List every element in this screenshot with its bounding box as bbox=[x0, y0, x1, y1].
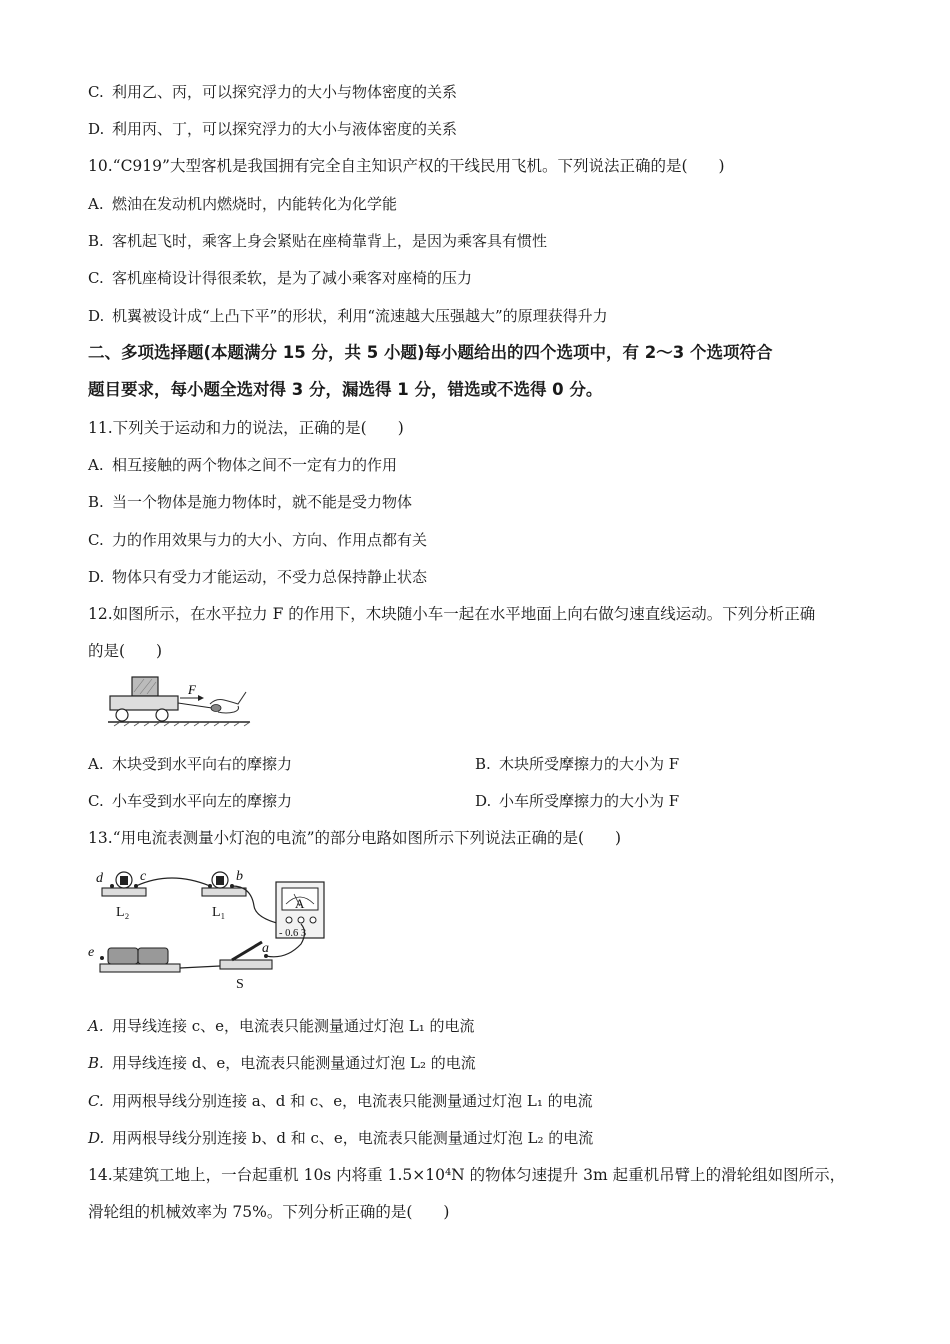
q11-option-c bbox=[88, 530, 427, 550]
option-letter: B. bbox=[88, 493, 104, 511]
option-text: 相互接触的两个物体之间不一定有力的作用 bbox=[112, 456, 398, 474]
option-letter: B. bbox=[88, 1054, 104, 1072]
q10-stem: 10.“C919”大型客机是我国拥有完全自主知识产权的干线民用飞机。下列说法正确的是( ) bbox=[88, 157, 725, 175]
ammeter-terminal-3 bbox=[310, 917, 316, 923]
q10-option-d bbox=[88, 306, 608, 326]
option-text: 木块受到水平向右的摩擦力 bbox=[112, 755, 293, 773]
option-text: 用导线连接 d、e，电流表只能测量通过灯泡 L₂ 的电流 bbox=[112, 1054, 476, 1072]
q12-stem-line1: 12.如图所示，在水平拉力 F 的作用下，木块随小车一起在水平地面上向右做匀速直线运动。下列分析正确 bbox=[88, 605, 816, 623]
cart-pull-figure bbox=[100, 670, 260, 732]
bulb-l2-filament bbox=[120, 876, 128, 885]
q12-option-d bbox=[475, 791, 679, 811]
option-text: 燃油在发动机内燃烧时，内能转化为化学能 bbox=[112, 195, 398, 213]
terminal-d bbox=[110, 884, 114, 888]
q11-option-a bbox=[88, 455, 397, 475]
option-letter: C. bbox=[88, 531, 104, 549]
lamp-base-l2 bbox=[102, 888, 146, 896]
option-letter: A. bbox=[88, 456, 104, 474]
cart-body bbox=[110, 696, 178, 710]
circuit-figure bbox=[86, 860, 336, 998]
q13-stem: 13.“用电流表测量小灯泡的电流”的部分电路如图所示下列说法正确的是( ) bbox=[88, 829, 622, 847]
q13-option-d bbox=[88, 1128, 593, 1148]
q14-stem-line2: 滑轮组的机械效率为 75%。下列分析正确的是( ) bbox=[88, 1203, 450, 1221]
option-letter: A. bbox=[88, 195, 104, 213]
lamp-base-l1 bbox=[202, 888, 246, 896]
ammeter-terminal-06 bbox=[298, 917, 304, 923]
option-letter: B. bbox=[88, 232, 104, 250]
option-letter: A. bbox=[88, 755, 104, 773]
option-letter: D. bbox=[88, 120, 105, 138]
option-text: 当一个物体是施力物体时，就不能是受力物体 bbox=[112, 493, 413, 511]
q12-option-a bbox=[88, 754, 292, 774]
q9-option-d bbox=[88, 119, 457, 139]
option-letter: D. bbox=[475, 792, 492, 810]
option-text: 物体只有受力才能运动，不受力总保持静止状态 bbox=[112, 568, 428, 586]
force-arrowhead bbox=[198, 695, 204, 701]
ammeter-terminal-neg bbox=[286, 917, 292, 923]
cart-wheel bbox=[156, 709, 168, 721]
option-letter: D. bbox=[88, 568, 105, 586]
cart-wheel bbox=[116, 709, 128, 721]
q11-option-d bbox=[88, 567, 427, 587]
label-a: a bbox=[262, 941, 269, 956]
wood-block bbox=[132, 677, 158, 696]
battery-cell bbox=[138, 948, 168, 964]
pull-string bbox=[178, 703, 212, 708]
label-l1: L₁ bbox=[212, 905, 226, 920]
q11-stem: 11.下列关于运动和力的说法，正确的是( ) bbox=[88, 419, 404, 437]
ammeter-symbol: A bbox=[295, 896, 305, 911]
option-letter: D. bbox=[88, 307, 105, 325]
label-s: S bbox=[236, 977, 244, 992]
q13-option-b bbox=[88, 1053, 476, 1073]
battery-base bbox=[100, 964, 180, 972]
option-letter: C. bbox=[88, 83, 104, 101]
q11-option-b bbox=[88, 492, 412, 512]
label-d: d bbox=[96, 871, 103, 886]
hand-fist bbox=[211, 705, 221, 712]
q13-option-a bbox=[88, 1016, 475, 1036]
section2-heading-line2: 题目要求，每小题全选对得 3 分，漏选得 1 分，错选或不选得 0 分。 bbox=[88, 380, 603, 399]
q13-option-c bbox=[88, 1091, 593, 1111]
label-l2: L₂ bbox=[116, 905, 130, 920]
option-text: 利用乙、丙，可以探究浮力的大小与物体密度的关系 bbox=[112, 83, 458, 101]
q9-option-c bbox=[88, 82, 457, 102]
battery-cell bbox=[108, 948, 138, 964]
option-letter: D. bbox=[88, 1129, 105, 1147]
option-text: 木块所受摩擦力的大小为 F bbox=[499, 755, 680, 773]
label-e: e bbox=[88, 945, 95, 960]
label-b: b bbox=[236, 869, 243, 884]
q10-option-b bbox=[88, 231, 547, 251]
option-text: 利用丙、丁，可以探究浮力的大小与液体密度的关系 bbox=[112, 120, 458, 138]
option-text: 力的作用效果与力的大小、方向、作用点都有关 bbox=[112, 531, 428, 549]
option-letter: C. bbox=[88, 269, 104, 287]
section2-heading-line1: 二、多项选择题(本题满分 15 分，共 5 小题)每小题给出的四个选项中，有 2～3 个选项符合 bbox=[88, 343, 773, 362]
wire-c-l1 bbox=[136, 878, 210, 886]
option-text: 小车受到水平向左的摩擦力 bbox=[112, 792, 293, 810]
wire-battery-switch bbox=[180, 966, 220, 968]
switch-lever bbox=[232, 942, 262, 960]
option-letter: C. bbox=[88, 1092, 104, 1110]
option-letter: B. bbox=[475, 755, 491, 773]
option-text: 客机座椅设计得很柔软，是为了减小乘客对座椅的压力 bbox=[112, 269, 473, 287]
option-letter: C. bbox=[88, 792, 104, 810]
terminal-e bbox=[100, 956, 104, 960]
option-text: 用两根导线分别连接 b、d 和 c、e，电流表只能测量通过灯泡 L₂ 的电流 bbox=[112, 1129, 594, 1147]
q10-option-c bbox=[88, 268, 472, 288]
label-c: c bbox=[140, 869, 147, 884]
option-text: 客机起飞时，乘客上身会紧贴在座椅靠背上，是因为乘客具有惯性 bbox=[112, 232, 548, 250]
q10-option-a bbox=[88, 194, 397, 214]
option-letter: A. bbox=[88, 1017, 104, 1035]
bulb-l1-filament bbox=[216, 876, 224, 885]
q12-option-b bbox=[475, 754, 679, 774]
q12-stem-line2: 的是( ) bbox=[88, 642, 163, 660]
force-label: F bbox=[188, 682, 196, 697]
option-text: 机翼被设计成“上凸下平”的形状，利用“流速越大压强越大”的原理获得升力 bbox=[112, 307, 608, 325]
option-text: 小车所受摩擦力的大小为 F bbox=[499, 792, 680, 810]
q12-option-c bbox=[88, 791, 292, 811]
option-text: 用导线连接 c、e，电流表只能测量通过灯泡 L₁ 的电流 bbox=[112, 1017, 475, 1035]
switch-base bbox=[220, 960, 272, 969]
option-text: 用两根导线分别连接 a、d 和 c、e，电流表只能测量通过灯泡 L₁ 的电流 bbox=[112, 1092, 593, 1110]
q14-stem-line1: 14.某建筑工地上，一台起重机 10s 内将重 1.5×10⁴N 的物体匀速提升 3m 起重机吊臂上的滑轮组如图所示， bbox=[88, 1166, 846, 1184]
ammeter-scale-label: - 0.6 3 bbox=[279, 928, 307, 939]
